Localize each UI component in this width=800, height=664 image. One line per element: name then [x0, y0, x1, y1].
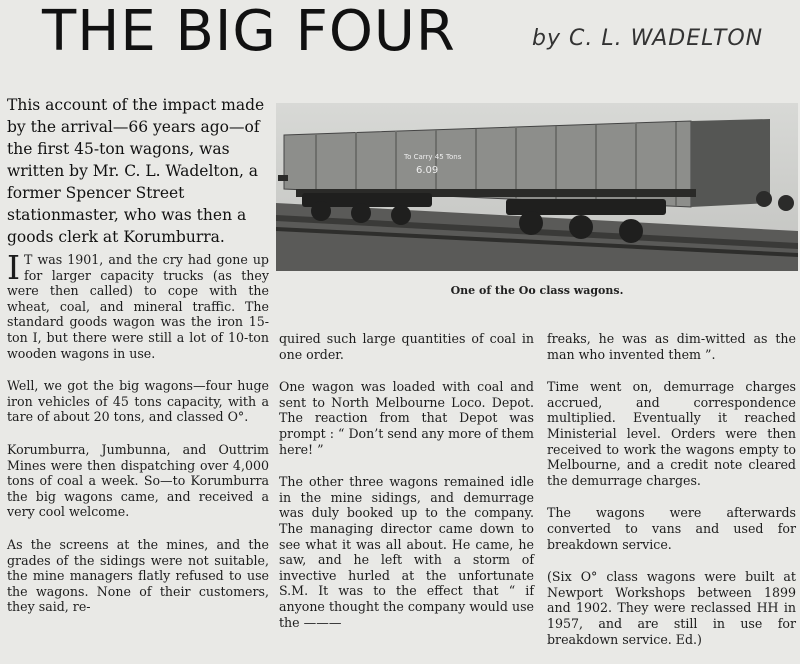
column-paragraph: The other three wagons remained idle in the mine sidings, and demurrage was duly booked up to the company. The managing director came down to see what it was all about. He came, he saw, and he left with a storm of invective hurled at the unfortunate S.M. It was to the effect that “ if anyone thought the company would use the ——— — [279, 474, 534, 630]
column-paragraph: (Six O° class wagons were built at Newport Workshops between 1899 and 1902. They were reclassed HH in 1957, and are still in use for breakdown service. Ed.) — [547, 569, 796, 647]
column-paragraph: freaks, he was as dim-witted as the man who invented them ”. — [547, 331, 796, 362]
intro-paragraph: This account of the impact made by the arrival—66 years ago—of the first 45-ton wagons, was written by Mr. C. L. Wadelton, a former Spencer Street stationmaster, who was then a goods clerk at Korumburra. — [7, 96, 265, 246]
text-column-3 — [547, 331, 796, 664]
wagon-marking-number: 6.09 — [416, 165, 439, 176]
column-paragraph: As the screens at the mines, and the grades of the sidings were not suitable, the mine managers flatly refused to use the wagons. None of their customers, they said, re- — [7, 536, 269, 615]
column-paragraph: Time went on, demurrage charges accrued, and correspondence multiplied. Eventually it reached Ministerial level. Orders were then received to work the wagons empty to Melbourne, and a credit note cleared the demurrage charges. — [547, 379, 796, 488]
article-title: THE BIG FOUR — [42, 0, 456, 64]
column-paragraph: One wagon was loaded with coal and sent to North Melbourne Loco. Depot. The reaction from that Depot was prompt : “ Don’t send any more of them here! ” — [279, 379, 534, 457]
text-column-2 — [279, 331, 534, 647]
column-paragraph: Korumburra, Jumbunna, and Outtrim Mines were then dispatching over 4,000 tons of coal a week. So—to Korumburra the big wagons came, and received a very cool welcome. — [7, 441, 269, 520]
text-column-1 — [7, 248, 269, 632]
author-byline: by C. L. WADELTON — [532, 26, 764, 51]
wagon-marking-capacity: To Carry 45 Tons — [404, 153, 462, 161]
wagon-photo — [276, 103, 798, 271]
column-paragraph: I T was 1901, and the cry had gone up for larger capacity trucks (as they were then called) to cope with the wheat, coal, and mineral traffic. The standard goods wagon was the iron 15-ton I, but there were still a lot of 10-ton wooden wagons in use. — [7, 248, 269, 361]
column-paragraph: quired such large quantities of coal in one order. — [279, 331, 534, 362]
drop-cap: I — [7, 248, 21, 287]
column-paragraph: Well, we got the big wagons—four huge iron vehicles of 45 tons capacity, with a tare of about 20 tons, and classed O°. — [7, 378, 269, 425]
column-paragraph: The wagons were afterwards converted to vans and used for breakdown service. — [547, 505, 796, 552]
photo-caption: One of the Oo class wagons. — [450, 284, 624, 297]
